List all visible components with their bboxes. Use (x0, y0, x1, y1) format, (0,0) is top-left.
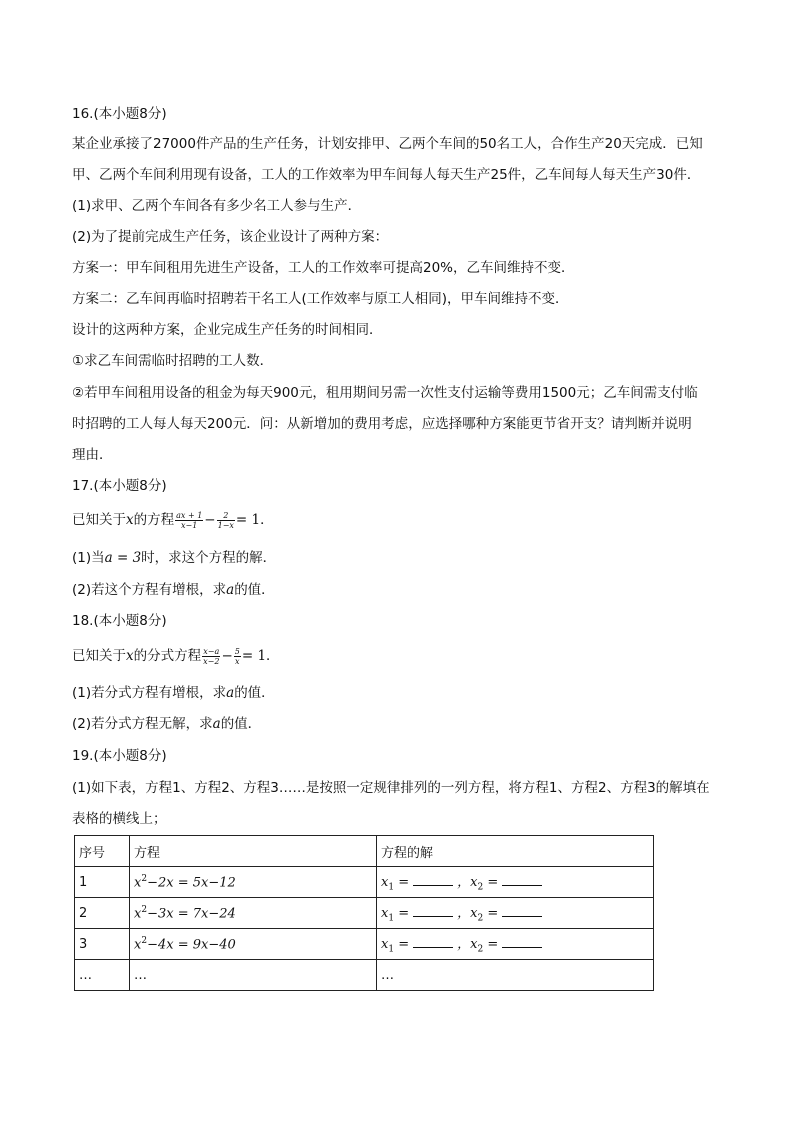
q17-part1-a: (1)当 (72, 550, 105, 566)
q16-plan2: 方案二：乙车间再临时招聘若干名工人(工作效率与原工人相同)，甲车间维持不变． (72, 291, 569, 307)
q19-line1: (1)如下表，方程1、方程2、方程3……是按照一定规律排列的一列方程，将方程1、方程2、方程3的解填在 (72, 780, 710, 796)
table-row (75, 867, 654, 898)
answer-blank-x1[interactable] (413, 904, 453, 917)
q17-heading: 17.(本小题8分) (72, 478, 167, 494)
q18-stem-mid: 的分式方程 (133, 648, 202, 664)
q17-frac1-denominator: x−1 (181, 520, 198, 530)
eq-right: −2x = 5x−12 (147, 875, 236, 891)
q17-frac2-numerator: 2 (217, 511, 235, 521)
row-solution (377, 898, 654, 929)
x1-subscript: 1 (388, 882, 395, 893)
answer-blank-x2[interactable] (502, 904, 542, 917)
q16-part1: (1)求甲、乙两个车间各有多少名工人参与生产． (72, 198, 362, 214)
q18-part2-var: a (212, 716, 221, 732)
q17-part1-eq: a = 3 (104, 550, 142, 566)
q17-part2-b: 的值． (234, 582, 275, 598)
q17-stem-prefix: 已知关于 (72, 512, 126, 528)
q18-rhs: = 1． (241, 648, 280, 664)
x2-subscript: 2 (477, 944, 484, 955)
row-solution (377, 929, 654, 960)
x2-label: x (470, 937, 478, 953)
x1-subscript: 1 (388, 913, 395, 924)
x1-label: x (381, 906, 389, 922)
q16-part2: (2)为了提前完成生产任务，该企业设计了两种方案： (72, 229, 389, 245)
q18-fraction-1 (202, 647, 220, 666)
eq-right: −4x = 9x−40 (147, 937, 236, 953)
q17-stem (72, 510, 274, 530)
ellipsis-solution: … (377, 960, 654, 991)
eq-left: x (134, 875, 142, 891)
header-index: 序号 (75, 836, 130, 867)
q17-part2-var: a (226, 582, 235, 598)
eq-sign: = (487, 906, 499, 922)
q18-part2-b: 的值． (220, 716, 262, 732)
q18-frac2-denominator: x (235, 656, 240, 666)
eq-left: x (134, 937, 142, 953)
q16-sub1: ①求乙车间需临时招聘的工人数． (72, 353, 274, 369)
x1-subscript: 1 (388, 944, 395, 955)
q16-line1: 某企业承接了27000件产品的生产任务，计划安排甲、乙两个车间的50名工人，合作生产20天完成．已知 (72, 136, 703, 152)
eq-right: −3x = 7x−24 (147, 906, 236, 922)
eq-left: x (134, 906, 142, 922)
comma: ， (457, 875, 471, 891)
q17-part2 (72, 580, 275, 600)
q18-var-x: x (126, 648, 134, 664)
equation-table (74, 835, 654, 991)
answer-blank-x2[interactable] (502, 935, 542, 948)
table-row-ellipsis (75, 960, 654, 991)
q17-fraction-1 (175, 511, 203, 530)
q17-var-x: x (126, 512, 134, 528)
q19-line2: 表格的横线上； (72, 811, 167, 827)
comma: ， (457, 906, 471, 922)
q19-heading: 19.(本小题8分) (72, 748, 167, 764)
q18-part1-b: 的值． (234, 685, 275, 701)
q18-stem-prefix: 已知关于 (72, 648, 126, 664)
q18-fraction-2 (234, 647, 241, 666)
row-index: 2 (75, 898, 130, 929)
q18-heading: 18.(本小题8分) (72, 613, 167, 629)
q18-frac1-numerator: x−a (203, 646, 220, 656)
q18-stem (72, 646, 280, 666)
eq-sign: = (487, 937, 499, 953)
answer-blank-x2[interactable] (502, 873, 542, 886)
q16-sub2-line1: ②若甲车间租用设备的租金为每天900元，租用期间另需一次性支付运输等费用1500元；乙车间需支付临 (72, 385, 698, 401)
q17-part1-b: 时，求这个方程的解． (141, 550, 277, 566)
q17-part1 (72, 548, 276, 568)
q16-line2: 甲、乙两个车间利用现有设备，工人的工作效率为甲车间每人每天生产25件，乙车间每人每天生产30件． (72, 167, 701, 183)
ellipsis-index: … (75, 960, 130, 991)
eq-power: 2 (141, 873, 148, 884)
x2-label: x (470, 875, 478, 891)
x1-label: x (381, 875, 389, 891)
eq-power: 2 (141, 904, 148, 915)
q16-same-time: 设计的这两种方案，企业完成生产任务的时间相同． (72, 322, 383, 338)
eq-sign: = (398, 906, 410, 922)
x1-label: x (381, 937, 389, 953)
answer-blank-x1[interactable] (413, 935, 453, 948)
x2-subscript: 2 (477, 882, 484, 893)
row-equation (130, 929, 377, 960)
eq-sign: = (398, 937, 410, 953)
q18-part2 (72, 714, 261, 734)
q17-minus: − (204, 512, 216, 528)
q18-frac1-denominator: x−2 (203, 656, 220, 666)
q18-part1 (72, 683, 275, 703)
q18-frac2-numerator: 5 (234, 646, 240, 656)
q17-frac1-numerator: ax + 1 (176, 510, 203, 520)
eq-sign: = (487, 875, 499, 891)
q16-sub2-line3: 理由． (72, 447, 113, 463)
comma: ， (457, 937, 471, 953)
q17-part2-a: (2)若这个方程有增根，求 (72, 582, 227, 598)
eq-sign: = (398, 875, 410, 891)
q17-rhs: = 1． (235, 512, 274, 528)
table-header-row (75, 836, 654, 867)
q18-part1-a: (1)若分式方程有增根，求 (72, 685, 227, 701)
row-equation (130, 898, 377, 929)
row-index: 3 (75, 929, 130, 960)
header-equation: 方程 (130, 836, 377, 867)
q17-fraction-2 (217, 511, 235, 530)
row-solution (377, 867, 654, 898)
q16-heading: 16.(本小题8分) (72, 106, 167, 122)
row-index: 1 (75, 867, 130, 898)
table-row (75, 898, 654, 929)
q18-part2-a: (2)若分式方程无解，求 (72, 716, 213, 732)
header-solution: 方程的解 (377, 836, 654, 867)
answer-blank-x1[interactable] (413, 873, 453, 886)
eq-power: 2 (141, 935, 148, 946)
q18-minus: − (221, 648, 233, 664)
q16-sub2-line2: 时招聘的工人每人每天200元．问：从新增加的费用考虑，应选择哪种方案能更节省开支？请判断并说明 (72, 416, 692, 432)
x2-subscript: 2 (477, 913, 484, 924)
table-row (75, 929, 654, 960)
x2-label: x (470, 906, 478, 922)
row-equation (130, 867, 377, 898)
q17-stem-mid: 的方程 (133, 512, 175, 528)
q17-frac2-denominator: 1−x (217, 520, 234, 530)
ellipsis-equation: … (130, 960, 377, 991)
q16-plan1: 方案一：甲车间租用先进生产设备，工人的工作效率可提高20%，乙车间维持不变． (72, 260, 575, 276)
q18-part1-var: a (226, 685, 235, 701)
